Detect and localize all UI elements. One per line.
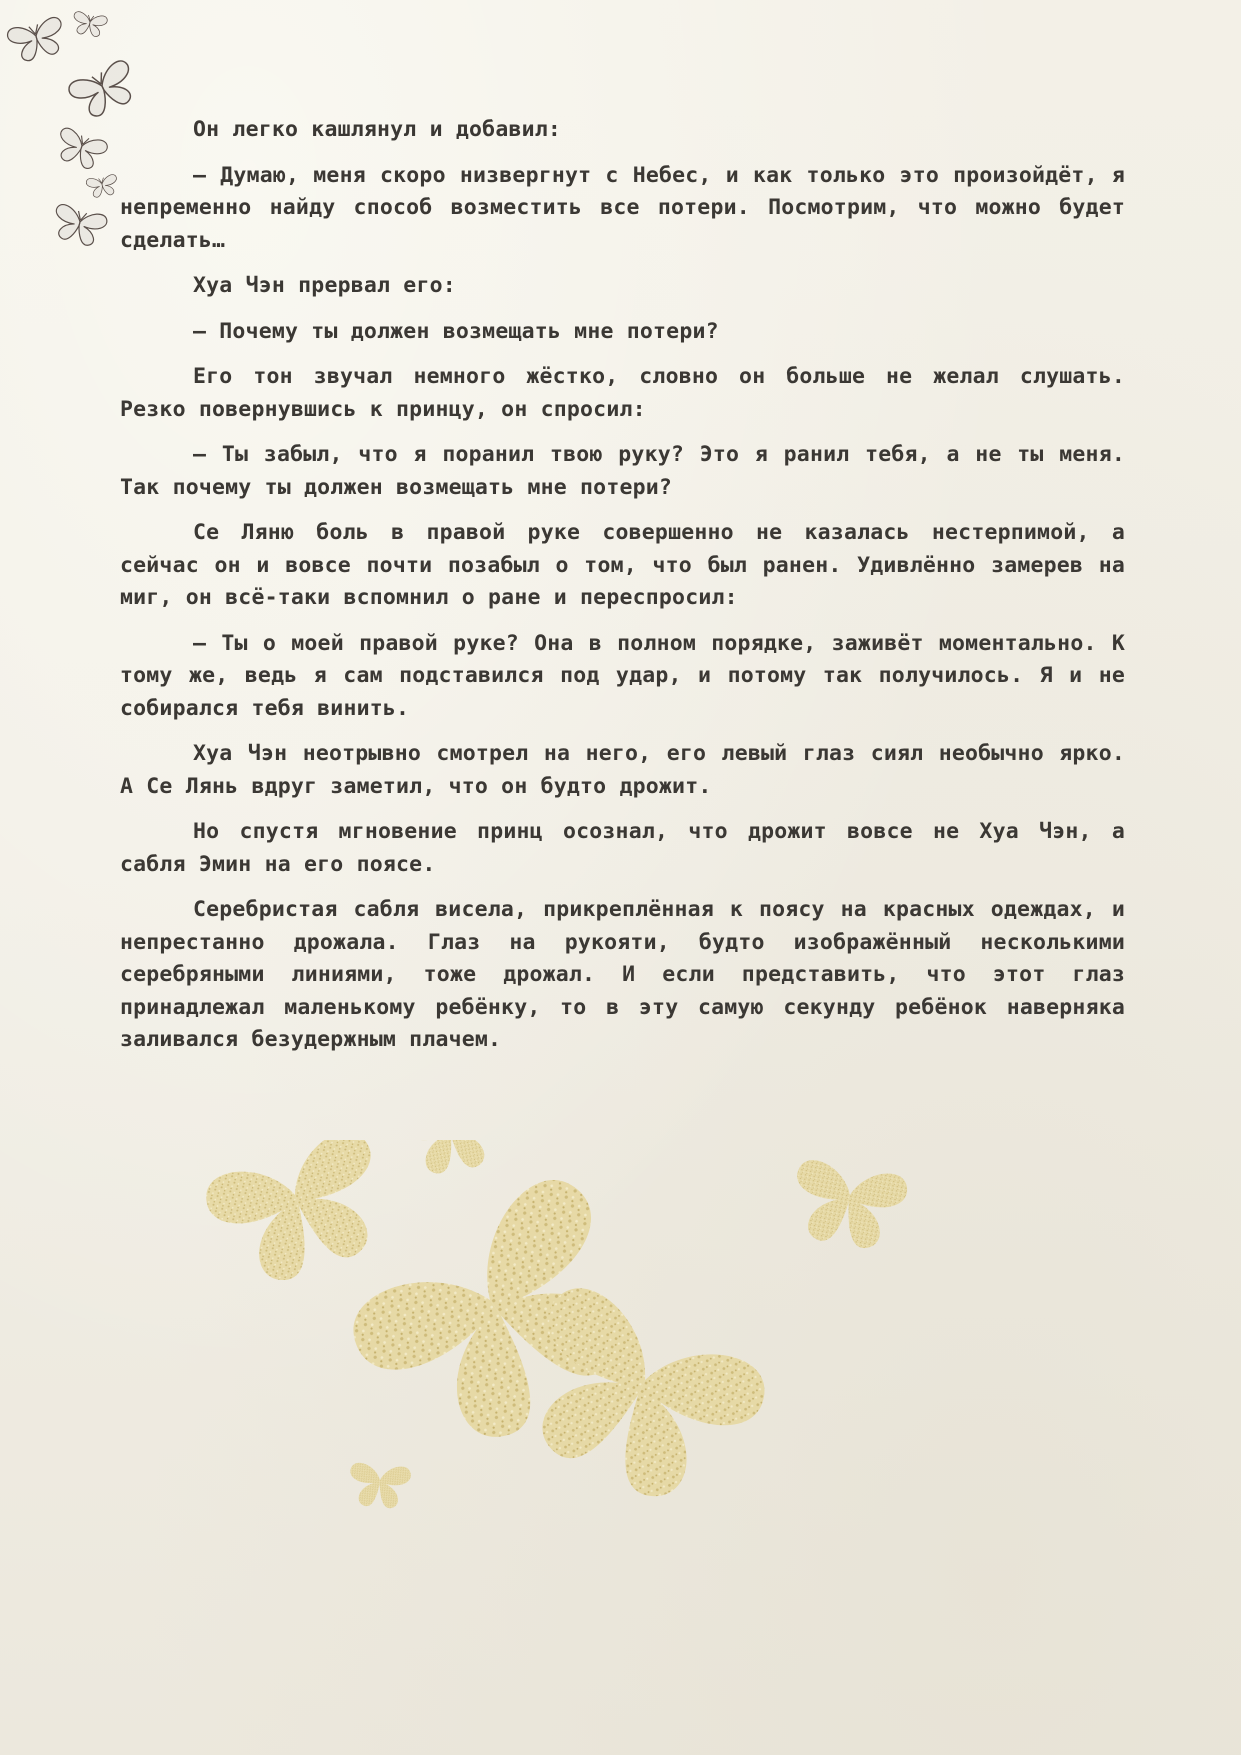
paragraph: Он легко кашлянул и добавил: xyxy=(193,117,562,142)
paragraph: — Думаю, меня скоро низвергнут с Небес, и как только это произойдёт, я непременно найду способ возместить все потери. Посмотрим, что можно будет сделать… xyxy=(120,162,1125,253)
paragraph: Серебристая сабля висела, прикреплённая к поясу на красных одеждах, и непрестанно дрожала. Глаз на рукояти, будто изображённый несколькими серебряными линиями, тоже дрожал. И если представить, что этот глаз принадлежал маленькому ребёнку, то в эту самую секунду ребёнок наверняка заливался безудержным плачем. xyxy=(120,897,1125,1052)
paragraph: — Почему ты должен возмещать мне потери? xyxy=(193,318,719,344)
paragraph: Но спустя мгновение принц осознал, что дрожит вовсе не Хуа Чэн, а сабля Эмин на его поясе. xyxy=(120,819,1125,877)
paragraph: — Ты о моей правой руке? Она в полном порядке, заживёт моментально. К тому же, ведь я сам подставился под удар, и потому так получилось. Я и не собирался тебя винить. xyxy=(120,630,1125,721)
paragraph: Хуа Чэн прервал его: xyxy=(193,273,456,298)
gold-glitter-butterflies-icon xyxy=(190,1140,1050,1560)
paragraph: Хуа Чэн неотрывно смотрел на него, его левый глаз сиял необычно ярко. А Се Лянь вдруг заметил, что он будто дрожит. xyxy=(120,741,1125,799)
text-body xyxy=(120,114,1125,1070)
paragraph: — Ты забыл, что я поранил твою руку? Это я ранил тебя, а не ты меня. Так почему ты должен возмещать мне потери? xyxy=(120,442,1125,500)
paragraph: Его тон звучал немного жёстко, словно он больше не желал слушать. Резко повернувшись к принцу, он спросил: xyxy=(120,364,1125,422)
paragraph: Се Ляню боль в правой руке совершенно не казалась нестерпимой, а сейчас он и вовсе почти позабыл о том, что был ранен. Удивлённо замерев на миг, он всё-таки вспомнил о ране и переспросил: xyxy=(120,520,1125,610)
